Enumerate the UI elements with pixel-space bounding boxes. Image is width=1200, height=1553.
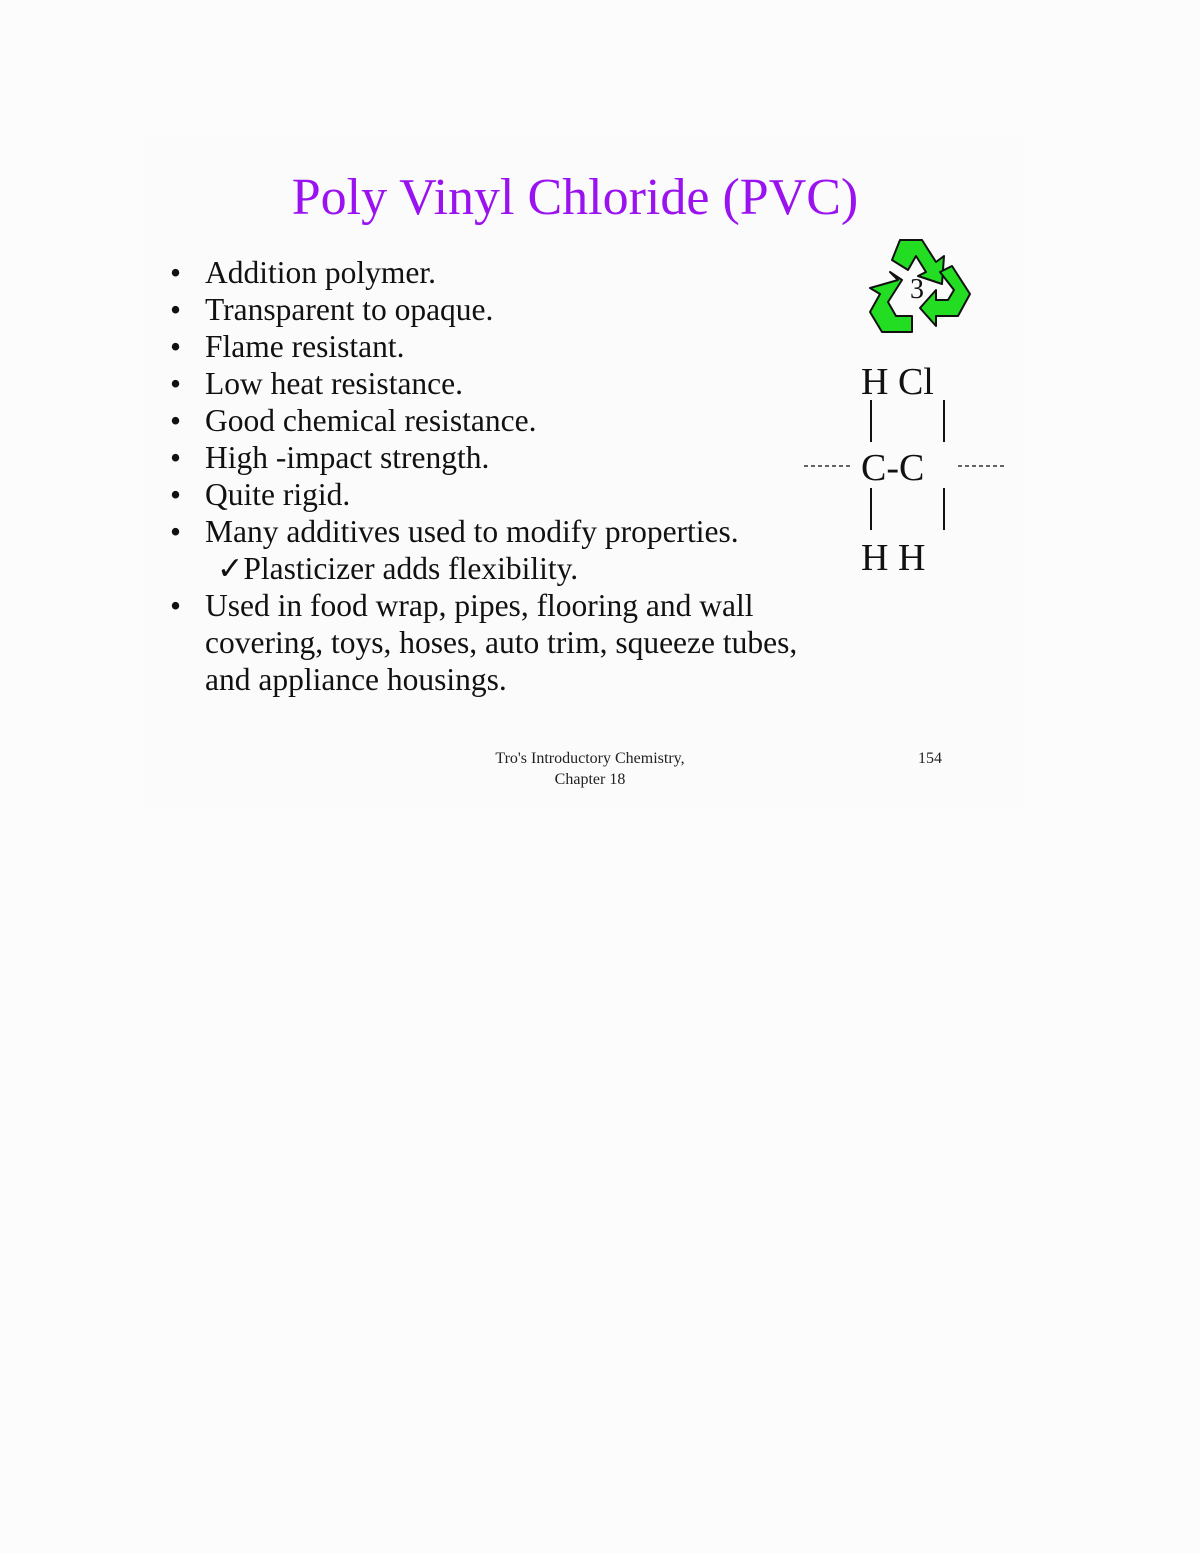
bullet-item: • Quite rigid.: [170, 477, 351, 512]
footer-source: Tro's Introductory Chemistry, Chapter 18: [495, 750, 685, 788]
bullet-dot: •: [170, 255, 182, 290]
recycle-icon: [862, 232, 978, 340]
bullet-dot: •: [170, 588, 182, 623]
bullet-item: • Addition polymer.: [170, 255, 436, 290]
page-number: 154: [918, 750, 942, 767]
bullet-item: • High -impact strength.: [170, 440, 490, 475]
bullet-dot: •: [170, 366, 182, 401]
sub-bullet-item: ✓Plasticizer adds flexibility.: [217, 551, 579, 586]
slide-title: Poly Vinyl Chloride (PVC): [291, 169, 859, 226]
pvc-structural-formula: [800, 360, 1010, 580]
bullet-dot: •: [170, 440, 182, 475]
formula-bottom-atoms: H H: [861, 537, 926, 579]
bullet-item: • Used in food wrap, pipes, flooring and wall covering, toys, hoses, auto trim, squeeze tubes, and appliance housings.: [170, 588, 798, 697]
bullet-item: • Transparent to opaque.: [170, 292, 494, 327]
formula-top-atoms: H Cl: [861, 361, 934, 403]
recycle-number: 3: [910, 274, 924, 305]
check-icon: ✓: [217, 551, 244, 586]
bullet-dot: •: [170, 329, 182, 364]
bullet-dot: •: [170, 514, 182, 549]
bullet-dot: •: [170, 477, 182, 512]
formula-carbon-chain: C-C: [861, 447, 925, 489]
bullet-item: • Many additives used to modify properties. ✓Plasticizer adds flexibility.: [170, 513, 797, 587]
bullet-list: [170, 254, 797, 698]
bullet-dot: •: [170, 292, 182, 327]
bullet-item: • Low heat resistance.: [170, 366, 464, 401]
bullet-dot: •: [170, 403, 182, 438]
bullet-item: • Good chemical resistance.: [170, 403, 537, 438]
bullet-item: • Flame resistant.: [170, 329, 405, 364]
